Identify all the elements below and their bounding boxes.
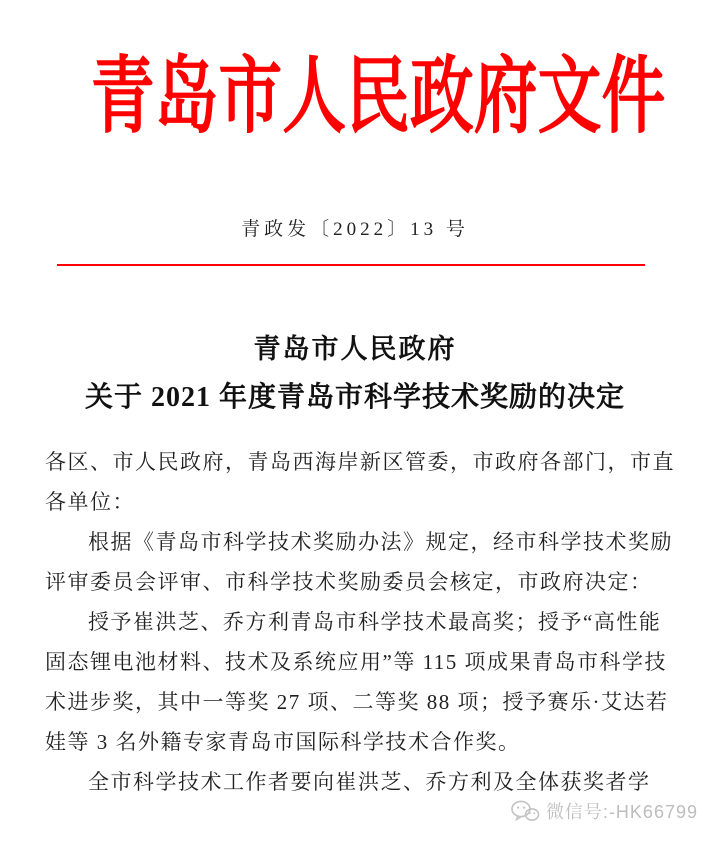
document-title-issuer: 青岛市人民政府 (253, 334, 457, 364)
document-title-subject: 关于 2021 年度青岛市科学技术奖励的决定 (84, 382, 625, 413)
wechat-icon (510, 799, 540, 824)
body-line: 各区、市人民政府，青岛西海岸新区管委，市政府各部门，市直 (45, 450, 675, 474)
body-line: 评审委员会评审、市科学技术奖励委员会核定，市政府决定： (45, 570, 653, 594)
body-line: 授予崔洪芝、乔方利青岛市科学技术最高奖；授予“高性能 (88, 610, 662, 634)
masthead (0, 46, 710, 150)
body-line: 娃等 3 名外籍专家青岛市国际科学技术合作奖。 (45, 730, 521, 754)
body-line: 全市科学技术工作者要向崔洪芝、乔方利及全体获奖者学 (88, 770, 651, 794)
body-line: 各单位： (45, 490, 135, 514)
body-line: 根据《青岛市科学技术奖励办法》规定，经市科学技术奖励 (88, 530, 673, 554)
document-number: 青政发〔2022〕13 号 (241, 219, 469, 240)
body-line: 固态锂电池材料、技术及系统应用”等 115 项成果青岛市科学技 (45, 650, 668, 674)
watermark-label: 微信号:-HK66799 (545, 802, 698, 822)
body-line: 术进步奖，其中一等奖 27 项、二等奖 88 项；授予赛乐·艾达若 (45, 690, 669, 714)
watermark (510, 798, 698, 824)
body-text (45, 442, 675, 802)
masthead-title: 青岛市人民政府文件 (90, 51, 666, 144)
red-divider-line (57, 264, 645, 266)
